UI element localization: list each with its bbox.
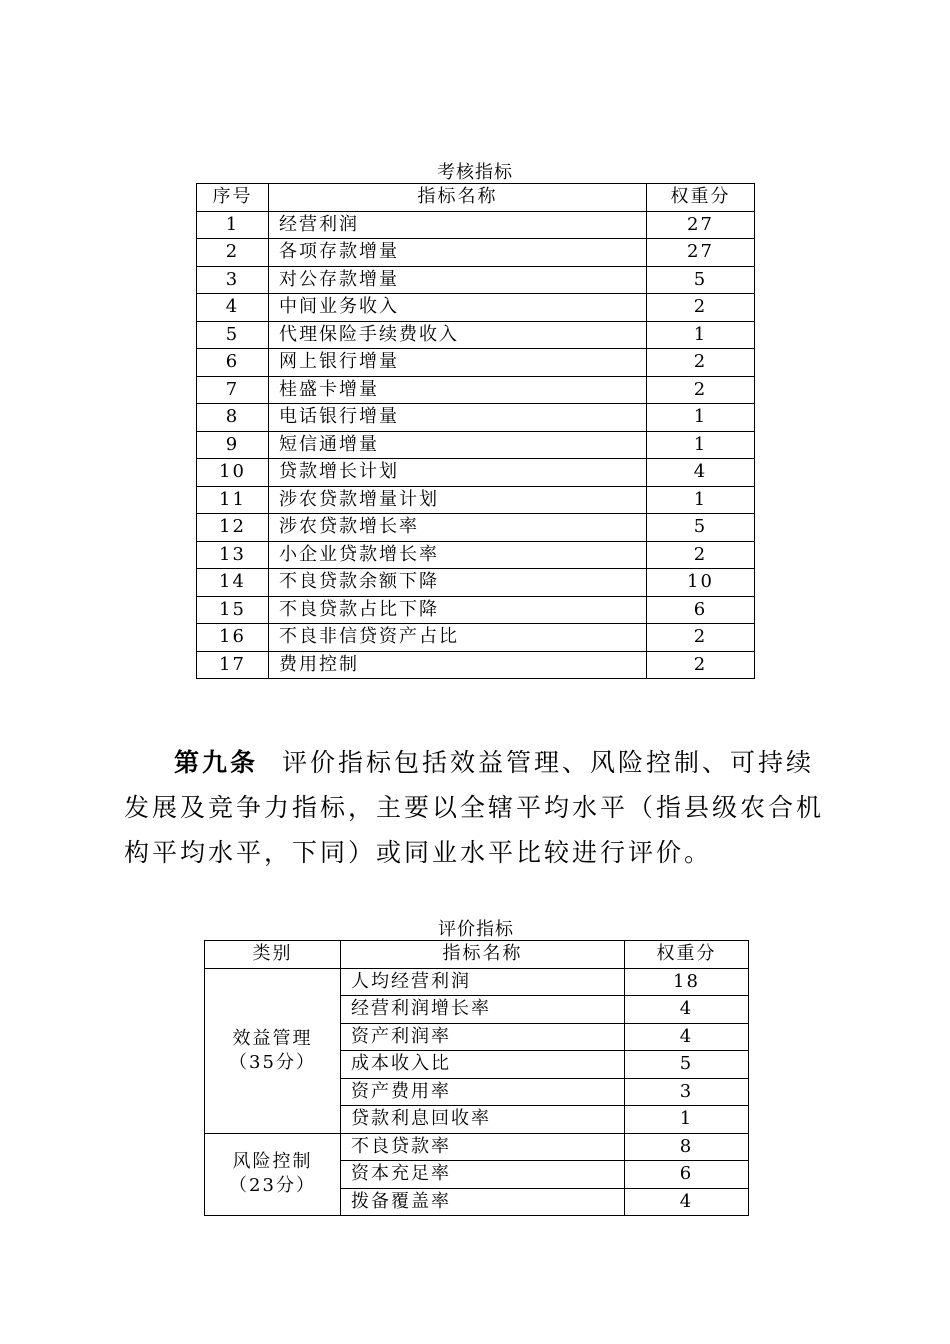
row-indicator-name: 不良贷款余额下降 xyxy=(269,569,647,597)
table-row xyxy=(197,624,755,652)
row-weight: 5 xyxy=(647,266,755,294)
row-index: 3 xyxy=(197,266,269,294)
article-label: 第九条 xyxy=(174,748,259,777)
row-weight: 27 xyxy=(647,239,755,267)
row-weight: 4 xyxy=(625,1188,749,1216)
row-indicator-name: 费用控制 xyxy=(269,651,647,679)
header-weight: 权重分 xyxy=(647,184,755,212)
row-weight: 6 xyxy=(647,596,755,624)
row-indicator-name: 各项存款增量 xyxy=(269,239,647,267)
row-weight: 3 xyxy=(625,1078,749,1106)
table-row xyxy=(197,266,755,294)
row-weight: 5 xyxy=(625,1051,749,1079)
row-indicator-name: 桂盛卡增量 xyxy=(269,376,647,404)
row-weight: 4 xyxy=(647,459,755,487)
row-index: 5 xyxy=(197,321,269,349)
article-nine-paragraph xyxy=(124,740,834,875)
table2-caption: 评价指标 xyxy=(438,919,514,940)
table-row xyxy=(197,514,755,542)
category-cell xyxy=(205,968,341,1133)
row-indicator-name: 人均经营利润 xyxy=(341,968,625,996)
row-index: 9 xyxy=(197,431,269,459)
row-indicator-name: 资产利润率 xyxy=(341,1023,625,1051)
table-row xyxy=(197,404,755,432)
row-index: 13 xyxy=(197,541,269,569)
article-text: 评价指标包括效益管理、风险控制、可持续发展及竞争力指标，主要以全辖平均水平（指县级农合机构平均水平，下同）或同业水平比较进行评价。 xyxy=(124,748,825,867)
row-index: 14 xyxy=(197,569,269,597)
table-row xyxy=(197,569,755,597)
row-weight: 1 xyxy=(647,321,755,349)
row-index: 12 xyxy=(197,514,269,542)
category-points: （23分） xyxy=(229,1175,316,1197)
row-weight: 2 xyxy=(647,349,755,377)
row-index: 2 xyxy=(197,239,269,267)
table-row xyxy=(205,1133,749,1161)
category-name: 效益管理 xyxy=(232,1027,313,1049)
table-row xyxy=(205,968,749,996)
row-weight: 18 xyxy=(625,968,749,996)
row-index: 7 xyxy=(197,376,269,404)
header-weight: 权重分 xyxy=(625,941,749,969)
row-weight: 6 xyxy=(625,1161,749,1189)
header-index: 序号 xyxy=(197,184,269,212)
row-weight: 1 xyxy=(647,486,755,514)
row-indicator-name: 贷款利息回收率 xyxy=(341,1106,625,1134)
table-row xyxy=(197,349,755,377)
row-index: 6 xyxy=(197,349,269,377)
row-indicator-name: 资产费用率 xyxy=(341,1078,625,1106)
evaluation-indicators-table xyxy=(204,940,749,1216)
row-indicator-name: 经营利润 xyxy=(269,211,647,239)
row-indicator-name: 资本充足率 xyxy=(341,1161,625,1189)
row-index: 16 xyxy=(197,624,269,652)
row-weight: 2 xyxy=(647,294,755,322)
row-weight: 5 xyxy=(647,514,755,542)
row-indicator-name: 代理保险手续费收入 xyxy=(269,321,647,349)
row-indicator-name: 不良非信贷资产占比 xyxy=(269,624,647,652)
row-index: 8 xyxy=(197,404,269,432)
table-row xyxy=(197,321,755,349)
table1-caption: 考核指标 xyxy=(437,162,513,183)
row-index: 1 xyxy=(197,211,269,239)
row-index: 17 xyxy=(197,651,269,679)
table-row xyxy=(197,596,755,624)
row-indicator-name: 成本收入比 xyxy=(341,1051,625,1079)
category-points: （35分） xyxy=(229,1051,316,1073)
row-weight: 2 xyxy=(647,651,755,679)
header-category: 类别 xyxy=(205,941,341,969)
table-row xyxy=(197,431,755,459)
row-weight: 2 xyxy=(647,541,755,569)
row-index: 10 xyxy=(197,459,269,487)
row-indicator-name: 小企业贷款增长率 xyxy=(269,541,647,569)
header-indicator-name: 指标名称 xyxy=(341,941,625,969)
row-weight: 4 xyxy=(625,1023,749,1051)
table-header-row xyxy=(197,184,755,212)
row-indicator-name: 中间业务收入 xyxy=(269,294,647,322)
table-row xyxy=(197,294,755,322)
row-weight: 1 xyxy=(625,1106,749,1134)
table-row xyxy=(197,376,755,404)
row-weight: 2 xyxy=(647,376,755,404)
row-indicator-name: 经营利润增长率 xyxy=(341,996,625,1024)
row-weight: 1 xyxy=(647,404,755,432)
row-weight: 27 xyxy=(647,211,755,239)
row-index: 4 xyxy=(197,294,269,322)
row-indicator-name: 不良贷款占比下降 xyxy=(269,596,647,624)
row-indicator-name: 对公存款增量 xyxy=(269,266,647,294)
table-header-row xyxy=(205,941,749,969)
header-indicator-name: 指标名称 xyxy=(269,184,647,212)
row-index: 11 xyxy=(197,486,269,514)
row-weight: 2 xyxy=(647,624,755,652)
row-weight: 1 xyxy=(647,431,755,459)
table-row xyxy=(197,651,755,679)
table-row xyxy=(197,541,755,569)
row-weight: 8 xyxy=(625,1133,749,1161)
row-indicator-name: 涉农贷款增量计划 xyxy=(269,486,647,514)
row-indicator-name: 电话银行增量 xyxy=(269,404,647,432)
row-indicator-name: 涉农贷款增长率 xyxy=(269,514,647,542)
row-weight: 4 xyxy=(625,996,749,1024)
row-weight: 10 xyxy=(647,569,755,597)
row-indicator-name: 短信通增量 xyxy=(269,431,647,459)
table-row xyxy=(197,459,755,487)
row-index: 15 xyxy=(197,596,269,624)
row-indicator-name: 网上银行增量 xyxy=(269,349,647,377)
assessment-indicators-table xyxy=(196,183,755,679)
category-cell xyxy=(205,1133,341,1216)
row-indicator-name: 拨备覆盖率 xyxy=(341,1188,625,1216)
table-row xyxy=(197,211,755,239)
table-row xyxy=(197,486,755,514)
row-indicator-name: 不良贷款率 xyxy=(341,1133,625,1161)
row-indicator-name: 贷款增长计划 xyxy=(269,459,647,487)
table-row xyxy=(197,239,755,267)
category-name: 风险控制 xyxy=(232,1151,313,1173)
